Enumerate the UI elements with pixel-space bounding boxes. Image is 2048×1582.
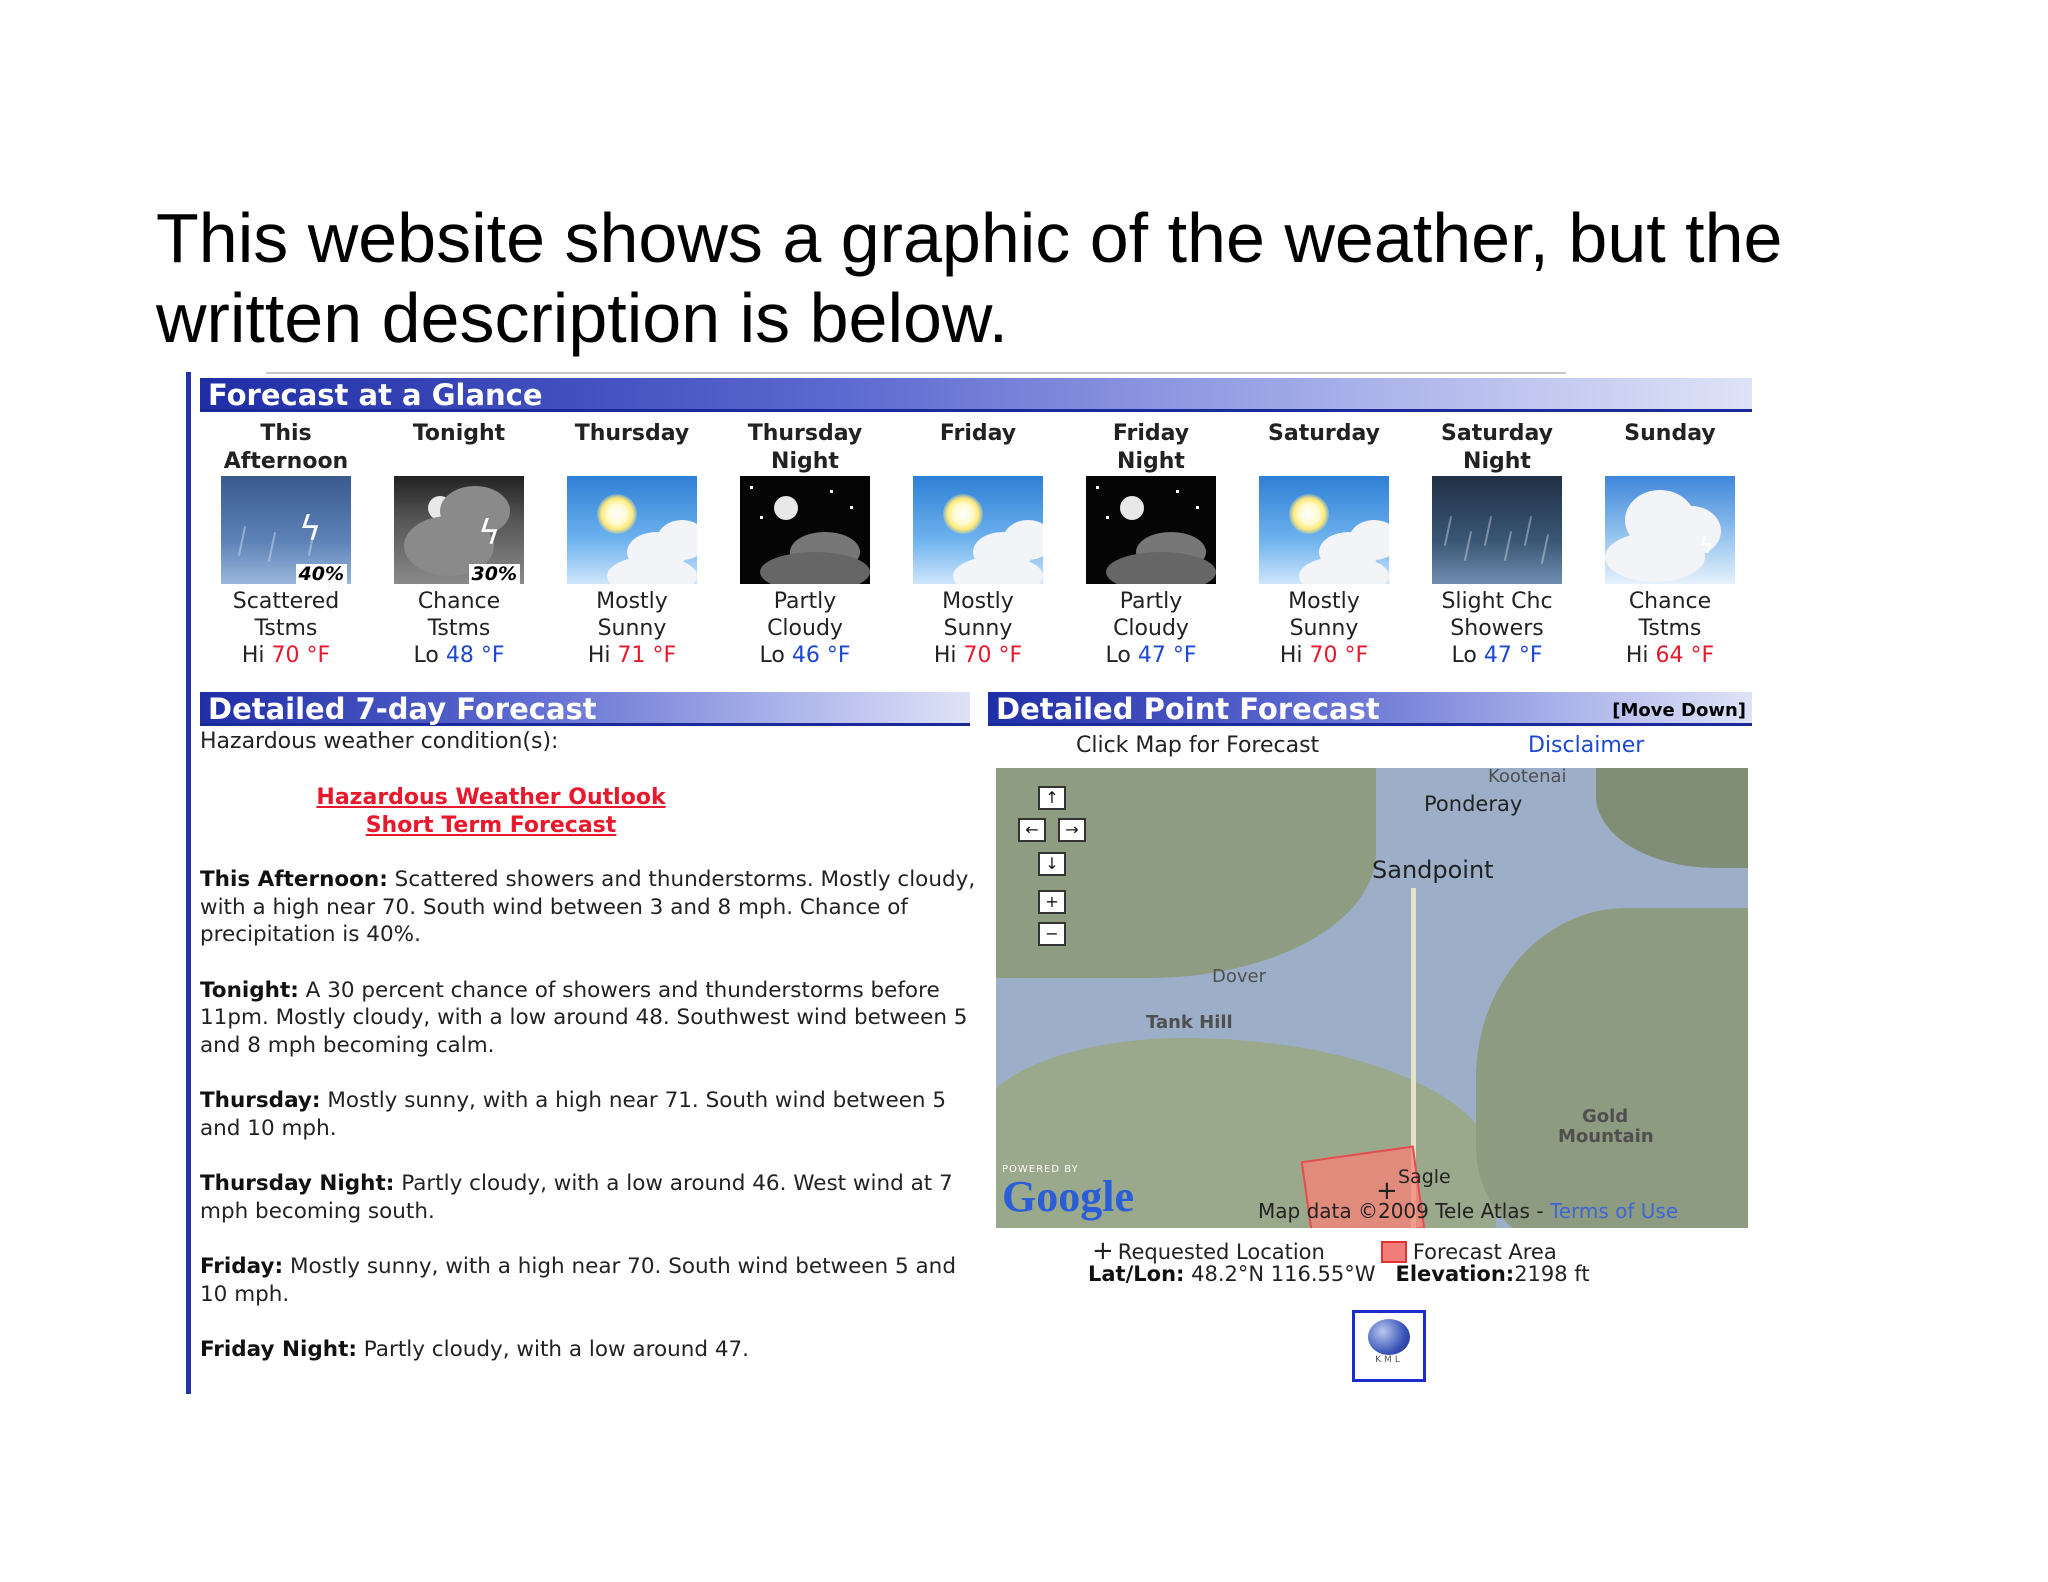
glance-day: [200, 420, 372, 669]
forecast-glance: [200, 420, 1760, 668]
google-logo: [1002, 1164, 1134, 1219]
map-label-dover: Dover: [1212, 966, 1266, 987]
top-divider: [266, 372, 1566, 374]
legend-forecast-area: Forecast Area: [1412, 1240, 1557, 1264]
latlon-label: Lat/Lon:: [1088, 1262, 1185, 1286]
temperature: Lo 47 °F: [1105, 643, 1197, 668]
pan-up-button[interactable]: ↑: [1038, 786, 1066, 810]
day-name: Friday: [939, 421, 1017, 446]
map-terrain: [1596, 768, 1748, 868]
forecast-period: Friday Night: Partly cloudy, with a low around 47.: [200, 1337, 750, 1362]
mostly-sunny-icon[interactable]: [1259, 476, 1389, 584]
forecast-period: Thursday: Mostly sunny, with a high near 71. South wind between 5 and 10 mph.: [200, 1088, 947, 1141]
condition-text: Chance Tstms: [1628, 589, 1712, 641]
mostly-sunny-icon[interactable]: [913, 476, 1043, 584]
precip-chance: 40%: [296, 564, 347, 584]
day-name: This Afternoon: [223, 421, 349, 474]
condition-text: Partly Cloudy: [767, 589, 843, 641]
globe-icon: [1368, 1319, 1410, 1355]
day-name: Friday Night: [1112, 421, 1190, 474]
thunderstorm-icon[interactable]: ϟ 40%: [221, 476, 351, 584]
elevation-value: 2198 ft: [1514, 1262, 1590, 1286]
forecast-period: Tonight: A 30 percent chance of showers and thunderstorms before 11pm. Mostly cloudy, with a low around 48. Southwest wind between 5 and 8 mph becoming calm.: [200, 977, 968, 1058]
forecast-map[interactable]: [996, 768, 1748, 1228]
kml-label: KML: [1375, 1355, 1403, 1365]
weather-screenshot: [186, 372, 1766, 1394]
temperature: Hi 64 °F: [1625, 643, 1715, 668]
move-down-link[interactable]: [Move Down]: [1612, 700, 1746, 721]
map-label-sandpoint: Sandpoint: [1372, 856, 1494, 884]
elevation-label: Elevation:: [1395, 1262, 1515, 1286]
legend-requested-location: Requested Location: [1117, 1240, 1325, 1264]
condition-text: Scattered Tstms: [232, 589, 340, 641]
pan-left-button[interactable]: ←: [1018, 818, 1046, 842]
chance-thunderstorm-icon[interactable]: ϟ: [1605, 476, 1735, 584]
google-wordmark: Google: [1002, 1172, 1134, 1221]
precip-chance: 30%: [469, 564, 520, 584]
glance-day: [1584, 420, 1756, 669]
zoom-out-button[interactable]: −: [1038, 922, 1066, 946]
temperature: Hi 71 °F: [587, 643, 677, 668]
partly-cloudy-night-icon[interactable]: [1086, 476, 1216, 584]
temperature: Hi 70 °F: [933, 643, 1023, 668]
day-name: Saturday: [1268, 421, 1380, 446]
glance-day: [546, 420, 718, 669]
forecast-period: Thursday Night: Partly cloudy, with a low around 46. West wind at 7 mph becoming south.: [200, 1171, 953, 1224]
glance-day: [892, 420, 1064, 669]
hazard-label: Hazardous weather condition(s):: [200, 729, 559, 754]
glance-day: [1238, 420, 1410, 669]
partly-cloudy-night-icon[interactable]: [740, 476, 870, 584]
point-header-title: Detailed Point Forecast: [996, 692, 1380, 726]
glance-day: [373, 420, 545, 669]
detailed-periods: [200, 866, 980, 1392]
lat-lon-elevation: [1088, 1262, 1590, 1286]
map-label-mountain: Mountain: [1558, 1126, 1654, 1147]
condition-text: Mostly Sunny: [1288, 589, 1360, 641]
showers-icon[interactable]: [1432, 476, 1562, 584]
terms-of-use-link[interactable]: Terms of Use: [1549, 1199, 1679, 1223]
temperature: Hi 70 °F: [241, 643, 331, 668]
map-label-gold: Gold: [1582, 1106, 1629, 1127]
map-copyright-text: Map data ©2009 Tele Atlas -: [1258, 1199, 1550, 1223]
glance-day: [719, 420, 891, 669]
mostly-sunny-icon[interactable]: [567, 476, 697, 584]
glance-day: [1065, 420, 1237, 669]
day-name: Sunday: [1624, 421, 1716, 446]
temperature: Lo 48 °F: [413, 643, 505, 668]
map-label-tank-hill: Tank Hill: [1146, 1012, 1233, 1033]
hazardous-weather-outlook-link[interactable]: Hazardous Weather Outlook: [316, 785, 666, 810]
forecast-area-swatch-icon: [1381, 1241, 1407, 1263]
temperature: Hi 70 °F: [1279, 643, 1369, 668]
kml-button[interactable]: [1352, 1310, 1426, 1382]
condition-text: Mostly Sunny: [596, 589, 668, 641]
day-name: Thursday: [574, 421, 690, 446]
forecast-period: Friday: Mostly sunny, with a high near 70. South wind between 5 and 10 mph.: [200, 1254, 956, 1307]
day-name: Tonight: [412, 421, 506, 446]
pan-down-button[interactable]: ↓: [1038, 852, 1066, 876]
map-label-ponderay: Ponderay: [1424, 792, 1523, 816]
disclaimer-link[interactable]: Disclaimer: [1528, 733, 1645, 758]
map-label-sagle: Sagle: [1398, 1166, 1451, 1188]
zoom-in-button[interactable]: +: [1038, 890, 1066, 914]
hazard-links: [200, 784, 782, 840]
map-copyright: [1258, 1199, 1678, 1223]
pan-right-button[interactable]: →: [1058, 818, 1086, 842]
condition-text: Mostly Sunny: [942, 589, 1014, 641]
glance-day: [1411, 420, 1583, 669]
powered-by-label: POWERED BY: [1002, 1164, 1079, 1175]
map-label-kootenai: Kootenai: [1488, 768, 1567, 787]
condition-text: Partly Cloudy: [1113, 589, 1189, 641]
latlon-value: 48.2°N 116.55°W: [1184, 1262, 1376, 1286]
condition-text: Slight Chc Showers: [1441, 589, 1553, 641]
crosshair-icon: +: [1092, 1236, 1114, 1266]
day-name: Thursday Night: [747, 421, 863, 474]
click-map-label: Click Map for Forecast: [1076, 733, 1320, 758]
detailed-header: [200, 692, 970, 726]
glance-header-title: Forecast at a Glance: [208, 378, 543, 412]
temperature: Lo 46 °F: [759, 643, 851, 668]
forecast-period: This Afternoon: Scattered showers and thunderstorms. Mostly cloudy, with a high near 70. South wind between 3 and 8 mph. Chance of precipitation is 40%.: [200, 867, 976, 947]
left-border: [186, 372, 191, 1394]
point-header: [988, 692, 1752, 726]
map-terrain: [1476, 908, 1748, 1228]
short-term-forecast-link[interactable]: Short Term Forecast: [365, 813, 617, 838]
detailed-header-title: Detailed 7-day Forecast: [208, 692, 597, 726]
requested-location-marker-icon: +: [1376, 1176, 1398, 1206]
temperature: Lo 47 °F: [1451, 643, 1543, 668]
day-name: Saturday Night: [1441, 421, 1553, 474]
condition-text: Chance Tstms: [417, 589, 501, 641]
glance-header: [200, 378, 1752, 412]
night-thunderstorm-icon[interactable]: ϟ 30%: [394, 476, 524, 584]
slide-title: This website shows a graphic of the weather, but the written description is below.: [156, 199, 1783, 357]
